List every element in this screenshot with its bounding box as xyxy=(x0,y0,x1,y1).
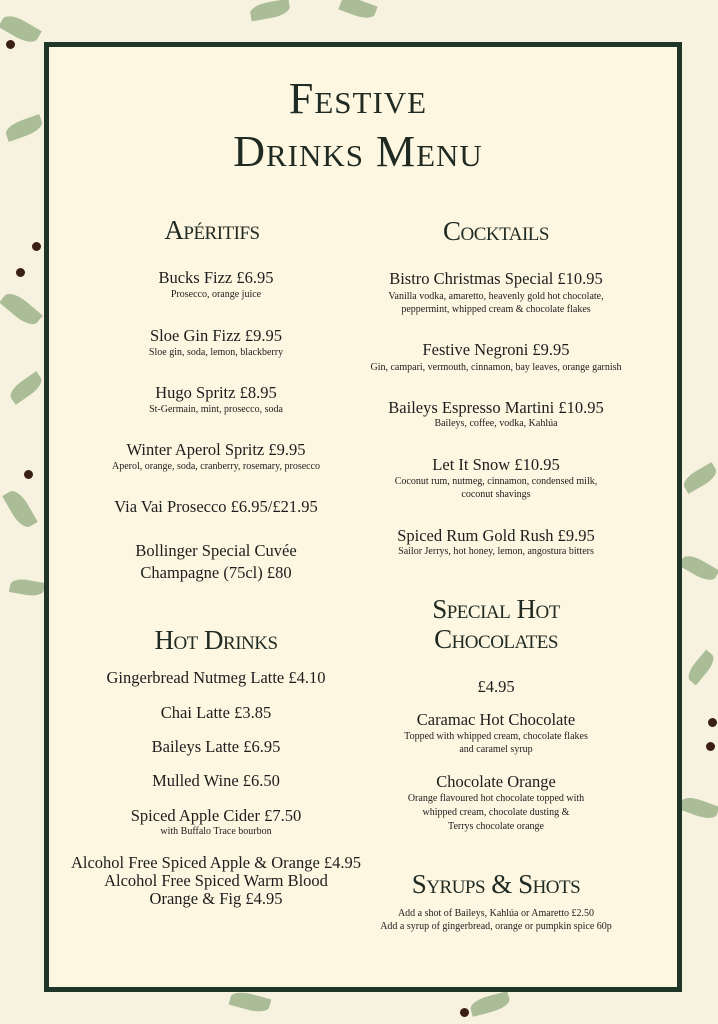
menu-item-name: Chocolate Orange xyxy=(436,772,556,791)
menu-item-desc: Gin, campari, vermouth, cinnamon, bay leaves, orange garnish xyxy=(370,362,622,373)
menu-item-name: Gingerbread Nutmeg Latte £4.10 xyxy=(106,668,326,687)
syrups-line: Add a syrup of gingerbread, orange or pumpkin spice 60p xyxy=(380,921,612,932)
menu-item-desc: with Buffalo Trace bourbon xyxy=(160,826,272,837)
menu-item-name: Alcohol Free Spiced Warm Blood xyxy=(104,871,328,890)
menu-item-desc: Aperol, orange, soda, cranberry, rosemary, prosecco xyxy=(111,461,321,472)
menu-item-name: Alcohol Free Spiced Apple & Orange £4.95 xyxy=(70,853,362,872)
menu-panel xyxy=(44,42,682,992)
menu-item-name: Champagne (75cl) £80 xyxy=(140,563,292,582)
hot-chocolates-heading-line2: Chocolates xyxy=(434,624,558,654)
menu-item-name: Spiced Apple Cider £7.50 xyxy=(130,806,302,825)
menu-item-name: Winter Aperol Spritz £9.95 xyxy=(126,440,306,459)
menu-item-desc: and caramel syrup xyxy=(459,744,533,755)
menu-item-desc: Terrys chocolate orange xyxy=(448,821,544,832)
menu-item-desc: coconut shavings xyxy=(461,489,531,500)
menu-item-name: Chai Latte £3.85 xyxy=(160,703,272,722)
menu-item-name: Let It Snow £10.95 xyxy=(432,455,560,474)
menu-item-name: Baileys Espresso Martini £10.95 xyxy=(388,398,604,417)
menu-item-name: Festive Negroni £9.95 xyxy=(422,340,570,359)
menu-item-desc: Vanilla vodka, amaretto, heavenly gold hot chocolate, xyxy=(388,291,604,302)
menu-title-line2: Drinks Menu xyxy=(233,127,483,176)
hot-chocolates-heading-line1: Special Hot xyxy=(432,594,560,624)
hot-chocolates-price: £4.95 xyxy=(477,677,515,696)
menu-item-desc: St-Germain, mint, prosecco, soda xyxy=(149,404,283,415)
menu-item-desc: peppermint, whipped cream & chocolate flakes xyxy=(401,304,591,315)
syrups-line: Add a shot of Baileys, Kahlúa or Amaretto £2.50 xyxy=(397,908,595,919)
menu-item-desc: Orange flavoured hot chocolate topped with xyxy=(407,793,585,804)
menu-item-name: Caramac Hot Chocolate xyxy=(416,710,576,729)
menu-item-desc: Prosecco, orange juice xyxy=(170,289,262,300)
menu-item-name: Bollinger Special Cuvée xyxy=(135,541,297,560)
menu-item-name: Bucks Fizz £6.95 xyxy=(158,268,274,287)
menu-item-name: Sloe Gin Fizz £9.95 xyxy=(150,326,282,345)
menu-item-name: Hugo Spritz £8.95 xyxy=(155,383,277,402)
hot-drinks-heading: Hot Drinks xyxy=(154,625,278,655)
menu-item-name: Mulled Wine £6.50 xyxy=(152,771,280,790)
menu-item-name: Baileys Latte £6.95 xyxy=(151,737,281,756)
menu-title-line1: Festive xyxy=(288,74,428,123)
menu-item-desc: Topped with whipped cream, chocolate flakes xyxy=(404,731,588,742)
menu-item-name: Bistro Christmas Special £10.95 xyxy=(389,269,603,288)
menu-item-name: Spiced Rum Gold Rush £9.95 xyxy=(397,526,595,545)
cocktails-heading: Cocktails xyxy=(443,216,549,246)
menu-item-name: Orange & Fig £4.95 xyxy=(149,889,283,908)
menu-item-name: Via Vai Prosecco £6.95/£21.95 xyxy=(114,497,318,516)
menu-item-desc: Baileys, coffee, vodka, Kahlúa xyxy=(434,418,558,429)
syrups-heading: Syrups & Shots xyxy=(411,869,581,899)
menu-item-desc: Sailor Jerrys, hot honey, lemon, angostura bitters xyxy=(398,546,594,557)
menu-item-desc: Sloe gin, soda, lemon, blackberry xyxy=(148,347,284,358)
menu-item-desc: Coconut rum, nutmeg, cinnamon, condensed milk, xyxy=(394,476,598,487)
aperitifs-heading: Apéritifs xyxy=(164,215,260,245)
menu-item-desc: whipped cream, chocolate dusting & xyxy=(422,807,570,818)
